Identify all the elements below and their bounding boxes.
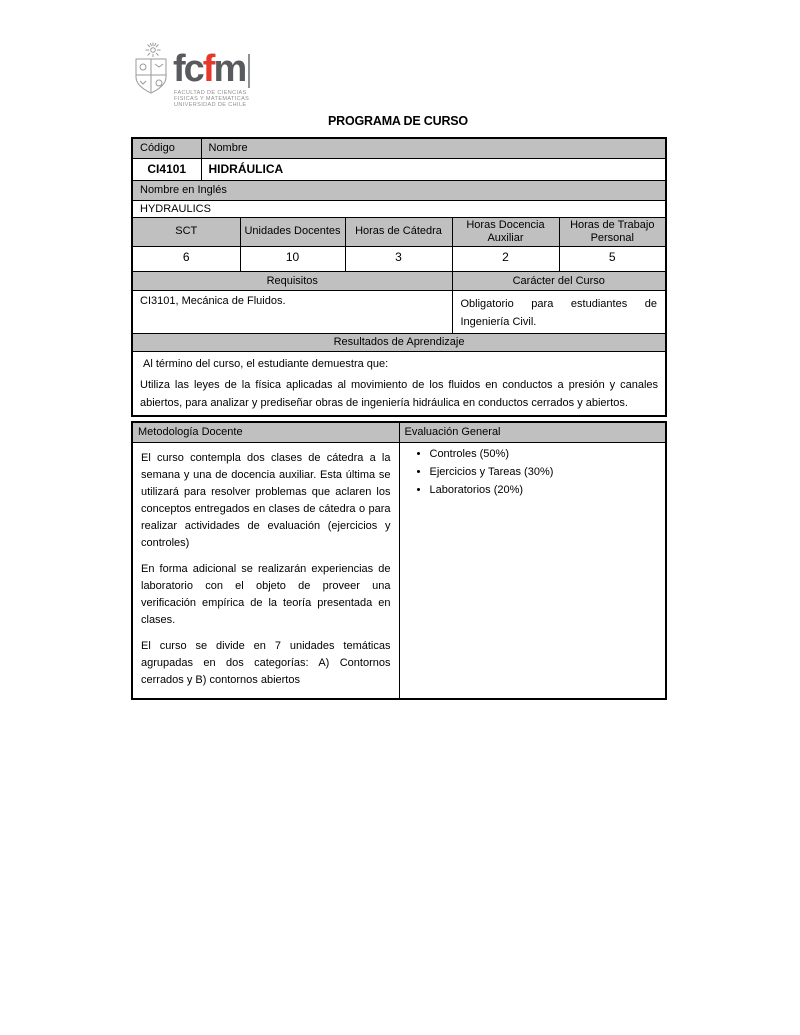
metodologia-docente-header: Metodología Docente (132, 422, 399, 442)
horas-catedra-header: Horas de Cátedra (345, 217, 452, 246)
metodologia-paragraph: El curso se divide en 7 unidades temáticas agrupadas en dos categorías: A) Contornos cerrados y B) contornos abiertos (141, 639, 391, 686)
metodologia-docente-cell (132, 442, 399, 699)
evaluacion-item: • Controles (50%) (430, 449, 666, 460)
metodologia-paragraph: En forma adicional se realizarán experiencias de laboratorio con el objeto de proveer una verificación empírica de la teoría presentada en clases. (141, 562, 391, 626)
logo-subtext-line: FACULTAD DE CIENCIAS (174, 90, 247, 96)
logo-subtext-line: FISICAS Y MATEMATICAS (174, 96, 250, 102)
fcfm-wordmark-prefix: fc (173, 48, 203, 90)
university-crest-icon (133, 42, 169, 96)
resultados-text: Utiliza las leyes de la física aplicadas al movimiento de los fluidos en conductos a presión y canales abiertos, para analizar y prediseñar obras de ingeniería hidráulica en conductos cerrados y abiertos. (140, 378, 659, 409)
logo-subtext-line: UNIVERSIDAD DE CHILE (174, 102, 247, 108)
resultados-aprendizaje-cell (132, 351, 666, 416)
course-code: CI4101 (132, 158, 201, 180)
nombre-header: Nombre (201, 138, 666, 158)
evaluacion-general-cell (399, 442, 666, 699)
fcfm-logo (133, 40, 313, 110)
evaluacion-list (430, 449, 666, 496)
horas-trabajo-personal-header: Horas de Trabajo Personal (559, 217, 666, 246)
logo-subtext (174, 90, 249, 108)
course-info-table (131, 137, 667, 417)
methodology-evaluation-table (131, 421, 667, 700)
metodologia-paragraph: El curso contempla dos clases de cátedra a la semana y una de docencia auxiliar. Esta última se utilizará para resolver problemas que aclaren los conceptos entregados en clases de cátedra o para realizar actividades de evaluación (ejercicios y controles) (141, 451, 391, 549)
horas-catedra-value: 3 (345, 246, 452, 271)
english-name-value: HYDRAULICS (132, 200, 666, 217)
horas-trabajo-personal-value: 5 (559, 246, 666, 271)
requisitos-header: Requisitos (132, 271, 452, 290)
fcfm-wordmark-accent: f (202, 48, 214, 90)
evaluacion-item: • Laboratorios (20%) (430, 485, 666, 496)
unidades-docentes-header: Unidades Docentes (240, 217, 345, 246)
resultados-intro: Al término del curso, el estudiante demuestra que: (143, 357, 389, 370)
page-title: PROGRAMA DE CURSO (328, 114, 468, 128)
course-name: HIDRÁULICA (201, 158, 666, 180)
sct-header: SCT (132, 217, 240, 246)
logo-divider-bar (248, 54, 250, 88)
fcfm-wordmark-suffix: m (213, 48, 246, 90)
sct-value: 6 (132, 246, 240, 271)
english-name-header: Nombre en Inglés (132, 180, 666, 200)
codigo-header: Código (132, 138, 201, 158)
caracter-curso-value: Obligatorio para estudiantes de Ingeniería Civil. (452, 290, 666, 333)
requisitos-value: CI3101, Mecánica de Fluidos. (132, 290, 452, 333)
evaluacion-item: • Ejercicios y Tareas (30%) (430, 467, 666, 478)
evaluacion-general-header: Evaluación General (399, 422, 666, 442)
fcfm-wordmark (173, 48, 246, 90)
resultados-aprendizaje-header: Resultados de Aprendizaje (132, 333, 666, 351)
horas-docencia-auxiliar-value: 2 (452, 246, 559, 271)
unidades-docentes-value: 10 (240, 246, 345, 271)
horas-docencia-auxiliar-header: Horas Docencia Auxiliar (452, 217, 559, 246)
caracter-curso-header: Carácter del Curso (452, 271, 666, 290)
